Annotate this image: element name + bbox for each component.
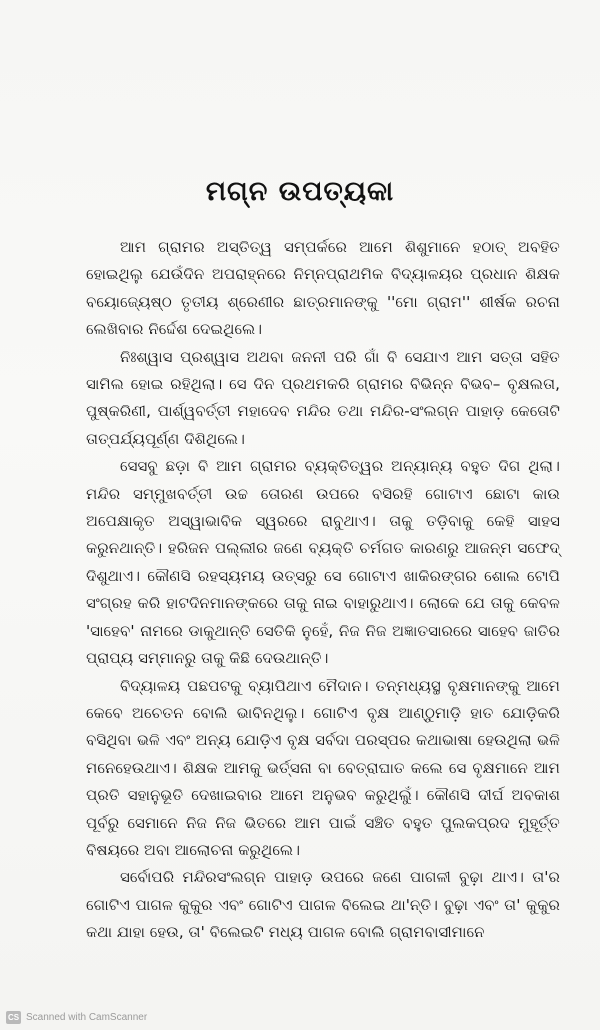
body-text — [86, 234, 560, 947]
camscanner-logo-icon: CS — [7, 1013, 20, 1022]
page-title: ମଗ୍ନ ଉପତ୍ୟକା — [205, 176, 395, 207]
paragraph-1: ଆମ ଗ୍ରାମର ଅସ୍ତିତ୍ୱ ସମ୍ପର୍କରେ ଆମେ ଶିଶୁମାନେ ହଠାତ୍ ଅବହିତ ହୋଇଥିଲୁ ଯେଉଁଦିନ ଅପରାହ୍ନରେ ନିମ୍ନପ୍ରାଥମିକ ବିଦ୍ୟାଳୟର ପ୍ରଧାନ ଶିକ୍ଷକ ବୟୋଜ୍ୟେଷ୍ଠ ତୃତୀୟ ଶ୍ରେଣୀର ଛାତ୍ରମାନଙ୍କୁ ''ମୋ ଗ୍ରାମ'' ଶୀର୍ଷକ ରଚନା ଲେଖିବାର ନିର୍ଦ୍ଦେଶ ଦେଇଥିଲେ। — [86, 238, 560, 339]
watermark-text: Scanned with CamScanner — [26, 1012, 148, 1023]
paragraph-5: ସର୍ବୋପରି ମନ୍ଦିରସଂଲଗ୍ନ ପାହାଡ଼ ଉପରେ ଜଣେ ପାଗଳୀ ବୁଢ଼ା ଥାଏ। ତା'ର ଗୋଟିଏ ପାଗଳ କୁକୁର ଏବଂ ଗୋଟିଏ ପାଗଳ ବିଲେଇ ଥା'ନ୍ତି। ବୁଢ଼ା ଏବଂ ତା' କୁକୁର କଥା ଯାହା ହେଉ, ତା' ବିଲେଇଟି ମଧ୍ୟ ପାଗଳ ବୋଲି ଗ୍ରାମବାସୀମାନେ — [86, 868, 560, 942]
paragraph-2: ନିଃଶ୍ୱାସ ପ୍ରଶ୍ୱାସ ଅଥବା ଜନନୀ ପରି ଗାଁ ବି ସେଯାଏ ଆମ ସତ୍ତା ସହିତ ସାମିଲ ହୋଇ ରହିଥିଲା। ସେ ଦିନ ପ୍ରଥମକରି ଗ୍ରାମର ବିଭିନ୍ନ ବିଭବ– ବୃକ୍ଷଲତା, ପୁଷ୍କରିଣୀ, ପାର୍ଶ୍ୱବର୍ତ୍ତୀ ମହାଦେବ ମନ୍ଦିର ତଥା ମନ୍ଦିର-ସଂଲଗ୍ନ ପାହାଡ଼ କେତୋଟି ତାତ୍ପର୍ଯ୍ୟପୂର୍ଣ୍ଣ ଦିଶିଥିଲେ। — [86, 347, 560, 448]
paragraph-3: ସେସବୁ ଛଡ଼ା ବି ଆମ ଗ୍ରାମର ବ୍ୟକ୍ତିତ୍ୱର ଅନ୍ୟାନ୍ୟ ବହୁତ ଦିଗ ଥିଲା। ମନ୍ଦିର ସମ୍ମୁଖବର୍ତ୍ତୀ ଉଚ୍ଚ ତୋରଣ ଉପରେ ବସିରହି ଗୋଟାଏ ଛୋଟା କାଉ ଅପେକ୍ଷାକୃତ ଅସ୍ୱାଭାବିକ ସ୍ୱରରେ ରାବୁଥାଏ। ତାକୁ ତଡ଼ିବାକୁ କେହି ସାହସ କରୁନଥାନ୍ତି। ହରିଜନ ପଲ୍ଲୀର ଜଣେ ବ୍ୟକ୍ତି ଚର୍ମଗତ କାରଣରୁ ଆଜନ୍ମ ସଫେଦ୍ ଦିଶୁଥାଏ। କୌଣସି ରହସ୍ୟମୟ ଉତ୍ସରୁ ସେ ଗୋଟାଏ ଖାକିରଙ୍ଗର ଶୋଲ ଟୋପି ସଂଗ୍ରହ କରି ହାଟଦିନମାନଙ୍କରେ ତାକୁ ନାଇ ବାହାରୁଥାଏ। ଲୋକେ ଯେ ତାକୁ କେବଳ 'ସାହେବ' ନାମରେ ଡାକୁଥାନ୍ତି ସେତିକି ନୁହେଁ, ନିଜ ନିଜ ଅଜ୍ଞାତସାରରେ ସାହେବ ଜାତିର ପ୍ରାପ୍ୟ ସମ୍ମାନରୁ ତାକୁ କିଛି ଦେଉଥାନ୍ତି। — [86, 457, 560, 668]
camscanner-watermark — [6, 1011, 147, 1024]
paragraph-4: ବିଦ୍ୟାଳୟ ପଛପଟକୁ ବ୍ୟାପିଥାଏ ମୈଦାନ। ତନ୍ମଧ୍ୟସ୍ଥ ବୃକ୍ଷମାନଙ୍କୁ ଆମେ କେବେ ଅଚେତନ ବୋଲି ଭାବିନଥିଲୁ। ଗୋଟିଏ ବୃକ୍ଷ ଆଣ୍ଠୁମାଡ଼ି ହାତ ଯୋଡ଼ିକରି ବସିଥିବା ଭଳି ଏବଂ ଅନ୍ୟ ଯୋଡ଼ିଏ ବୃକ୍ଷ ସର୍ବଦା ପରସ୍ପର କଥାଭାଷା ହେଉଥିଲା ଭଳି ମନେହେଉଥାଏ। ଶିକ୍ଷକ ଆମକୁ ଭର୍ତ୍ସନା ବା ବେତ୍ରାଘାତ କଲେ ସେ ବୃକ୍ଷମାନେ ଆମ ପ୍ରତି ସହାନୁଭୂତି ଦେଖାଇବାର ଆମେ ଅନୁଭବ କରୁଥିଲୁଁ। କୌଣସି ଦୀର୍ଘ ଅବକାଶ ପୂର୍ବରୁ ସେମାନେ ନିଜ ନିଜ ଭିତରେ ଆମ ପାଇଁ ସଞ୍ଚିତ ବହୁତ ପୁଲକପ୍ରଦ ମୁହୂର୍ତ୍ତ ବିଷୟରେ ଅବା ଆଲୋଚନା କରୁଥିଲେ। — [86, 676, 560, 859]
